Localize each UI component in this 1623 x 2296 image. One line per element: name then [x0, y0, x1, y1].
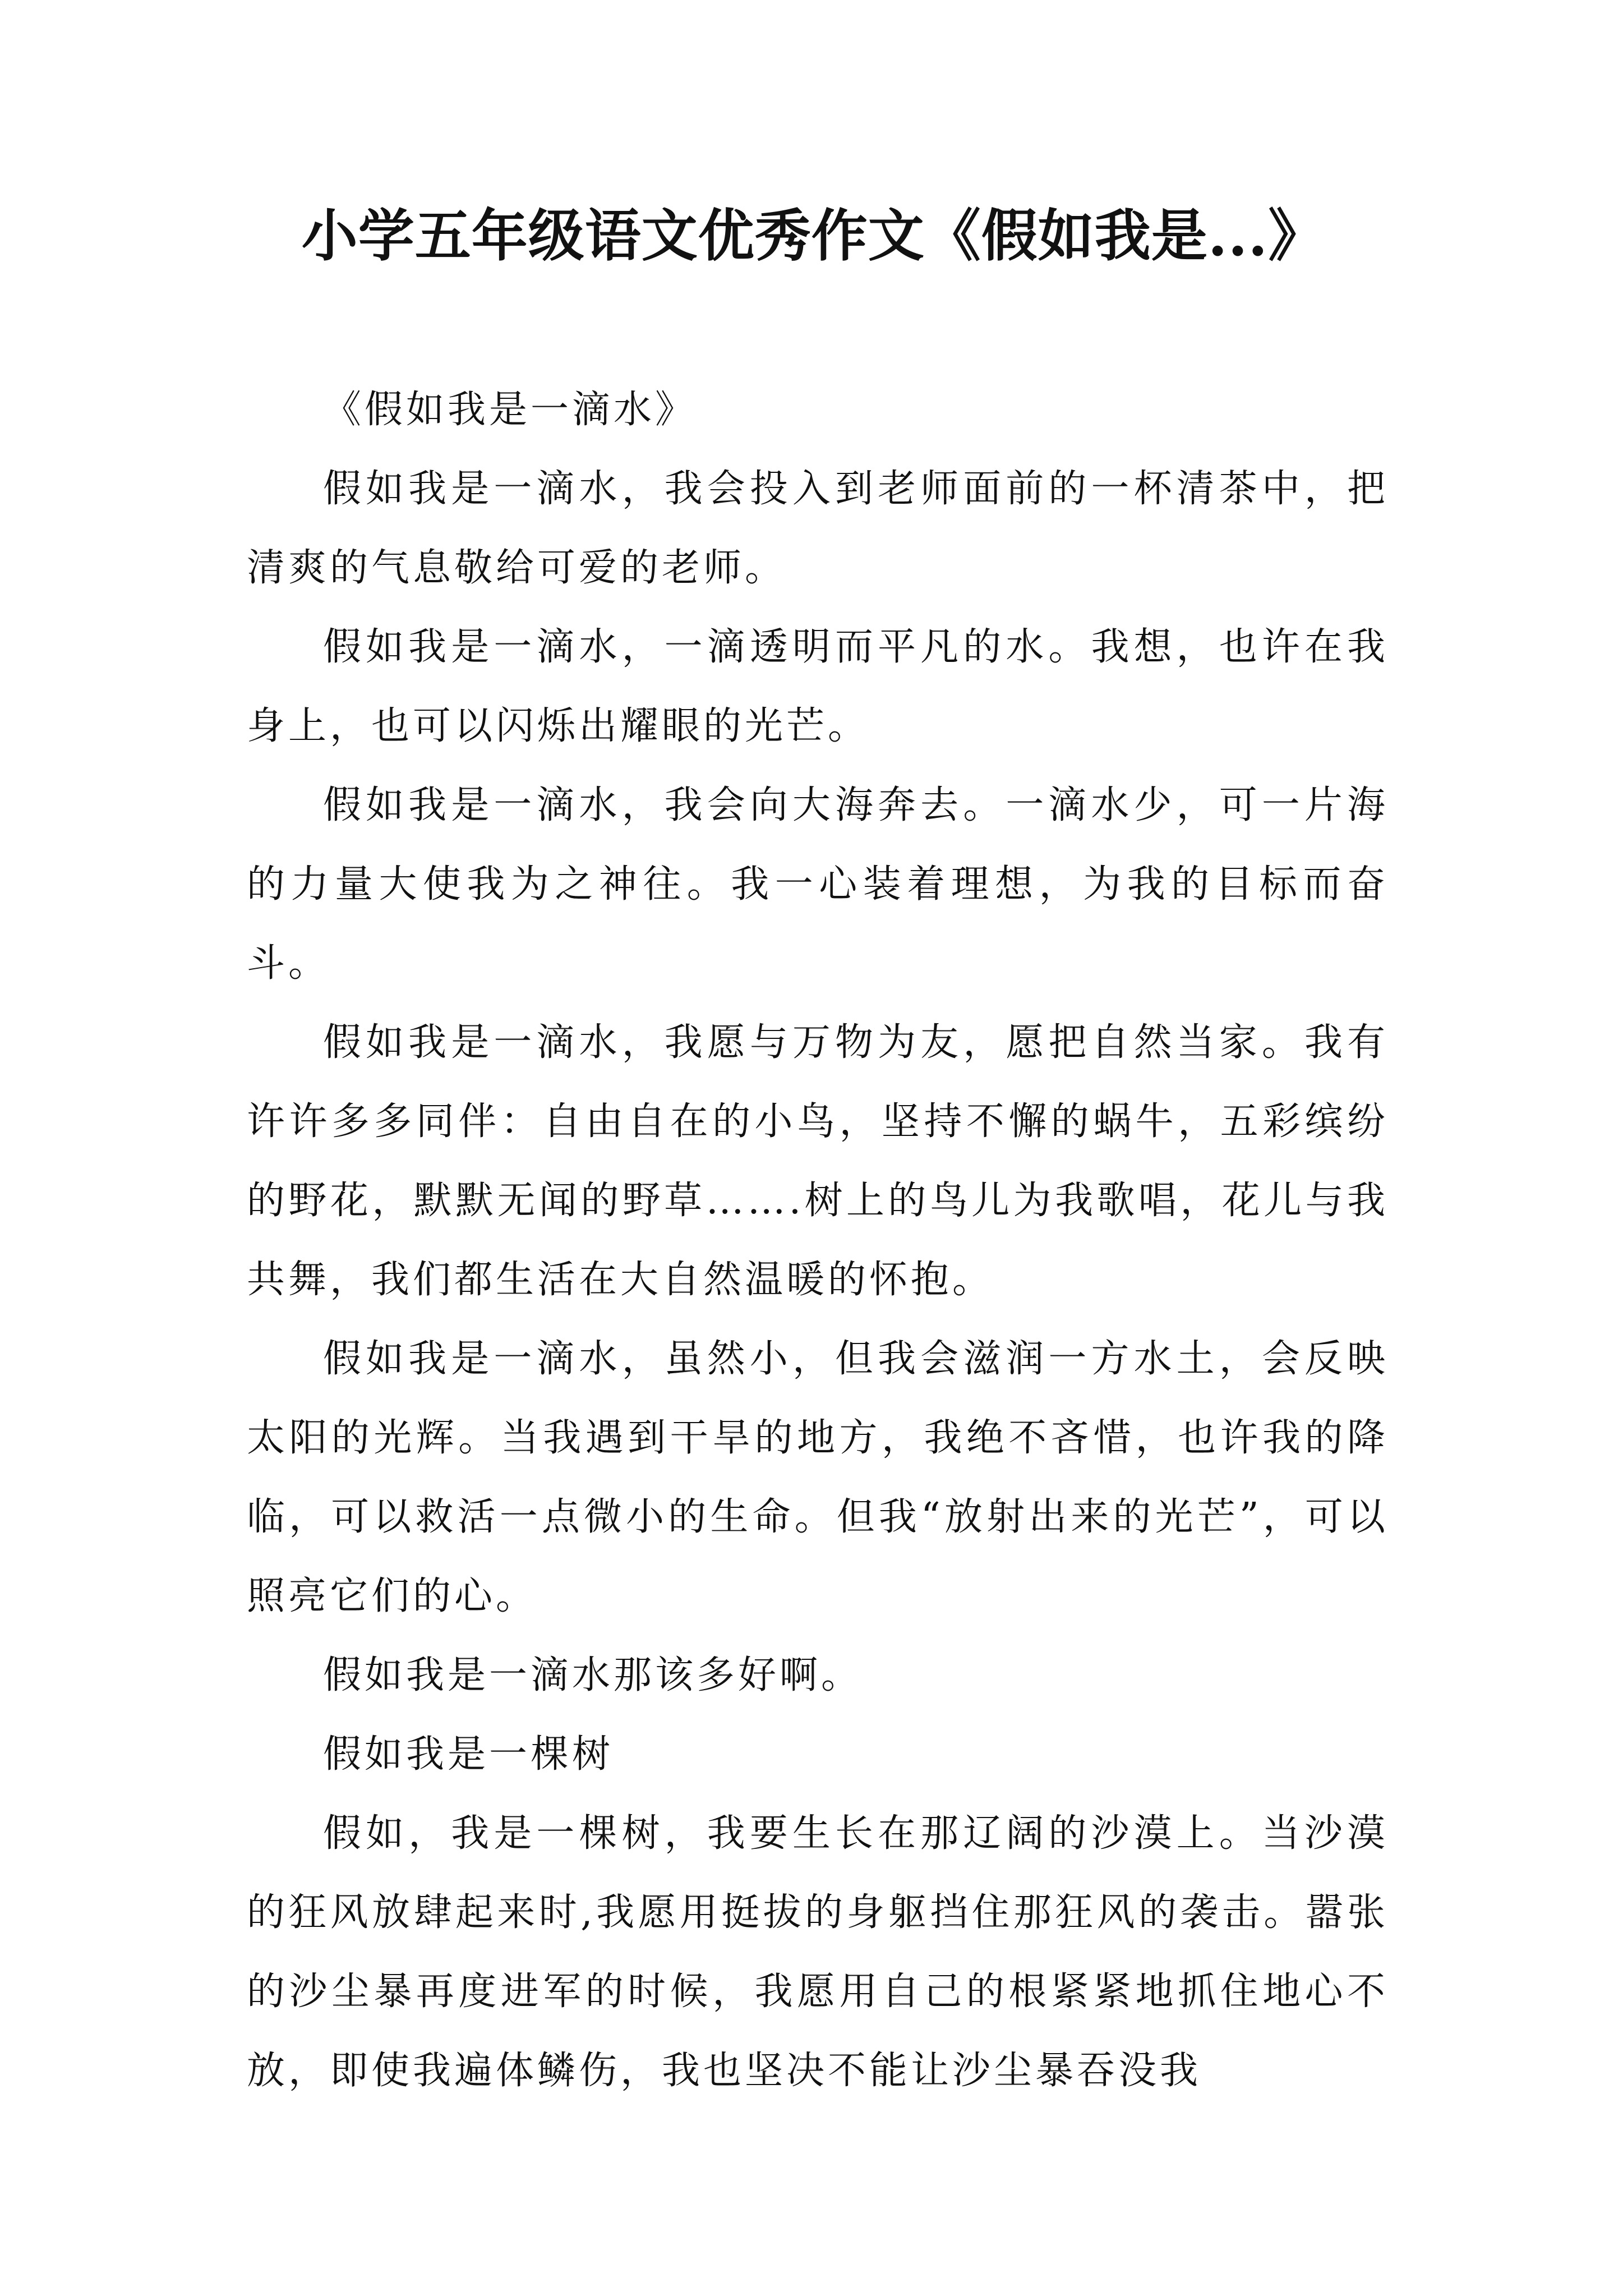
essay-subtitle-tree: 假如我是一棵树: [323, 1732, 614, 1777]
paragraph: 假如我是一滴水，我会向大海奔去。一滴水少，可一片海的力量大使我为之神往。我一心装着理想，为我的目标而奋斗。: [247, 783, 1389, 986]
document-title: 小学五年级语文优秀作文《假如我是...》: [301, 203, 1325, 269]
document-body: [247, 370, 1389, 2110]
paragraph: 假如我是一滴水，我会投入到老师面前的一杯清茶中，把清爽的气息敬给可爱的老师。: [247, 467, 1389, 590]
essay-subtitle-water: 《假如我是一滴水》: [323, 388, 697, 432]
paragraph: 假如，我是一棵树，我要生长在那辽阔的沙漠上。当沙漠的狂风放肆起来时,我愿用挺拔的身躯挡住那狂风的袭击。嚣张的沙尘暴再度进军的时候，我愿用自己的根紧紧地抓住地心不放，即使我遍体鳞伤，我也坚决不能让沙尘暴吞没我: [247, 1811, 1389, 2093]
paragraph: 假如我是一滴水那该多好啊。: [323, 1653, 863, 1697]
paragraph: 假如我是一滴水，虽然小，但我会滋润一方水土，会反映太阳的光辉。当我遇到干旱的地方，我绝不吝惜，也许我的降临，可以救活一点微小的生命。但我“放射出来的光芒”，可以照亮它们的心。: [247, 1337, 1389, 1618]
paragraph: 假如我是一滴水，一滴透明而平凡的水。我想，也许在我身上，也可以闪烁出耀眼的光芒。: [247, 625, 1389, 748]
paragraph: 假如我是一滴水，我愿与万物为友，愿把自然当家。我有许许多多同伴：自由自在的小鸟，坚持不懈的蜗牛，五彩缤纷的野花，默默无闻的野草…….树上的鸟儿为我歌唱，花儿与我共舞，我们都生活在大自然温暖的怀抱。: [247, 1020, 1389, 1302]
